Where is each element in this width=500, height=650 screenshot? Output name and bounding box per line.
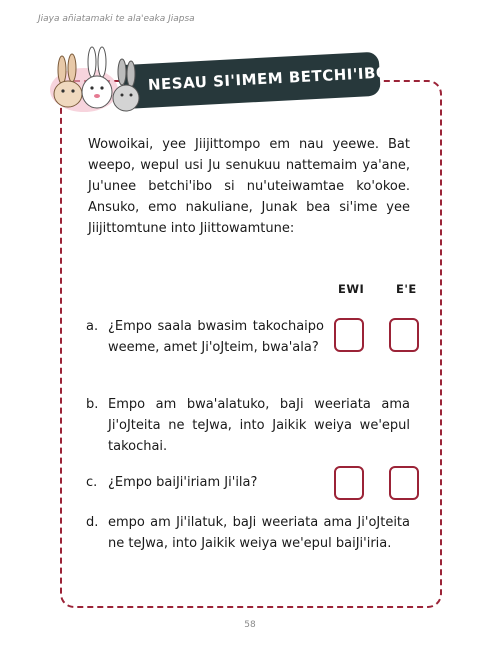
page-number: 58: [244, 620, 256, 630]
answer-box-a-no[interactable]: [334, 318, 364, 352]
banner-title: NESAU SI'IMEM BETCHI'IBO: [147, 63, 390, 94]
answer-box-a-yes[interactable]: [389, 318, 419, 352]
running-header: Jiaya añiatamaki te ala'eaka Jiapsa: [38, 14, 195, 24]
question-text: ¿Empo baiJi'iriam Ji'ila?: [108, 475, 258, 490]
question-letter: d.: [86, 515, 99, 530]
question-letter: a.: [86, 319, 99, 334]
answer-box-c-yes[interactable]: [389, 466, 419, 500]
answer-box-c-no[interactable]: [334, 466, 364, 500]
column-heading-yes: E'E: [396, 282, 417, 296]
question-letter: b.: [86, 397, 99, 412]
intro-paragraph: Wowoikai, yee Jiijittompo em nau yeewe. Bat weepo, wepul usi Ju senukuu nattemaim ya'ane, Ju'unee betchi'ibo si nu'uteiwamtae ko'okoe. Ansuko, emo nakuliane, Junak bea si'ime yee Jiijittomtune into Jiittowamtune:: [88, 137, 410, 236]
question-text: ¿Empo saala bwasim takochaipo weeme, amet Ji'oJteim, bwa'ala?: [108, 319, 324, 355]
bunnies-illustration: [44, 44, 144, 120]
column-heading-no: EWI: [338, 282, 365, 296]
question-text: empo am Ji'ilatuk, baJi weeriata ama Ji'oJteita ne teJwa, into Jaikik weiya we'epul baiJi'iria.: [108, 515, 410, 551]
question-letter: c.: [86, 475, 98, 490]
question-text: Empo am bwa'alatuko, baJi weeriata ama Ji'oJteita ne teJwa, into Jaikik weiya we'epul takochai.: [108, 397, 410, 454]
